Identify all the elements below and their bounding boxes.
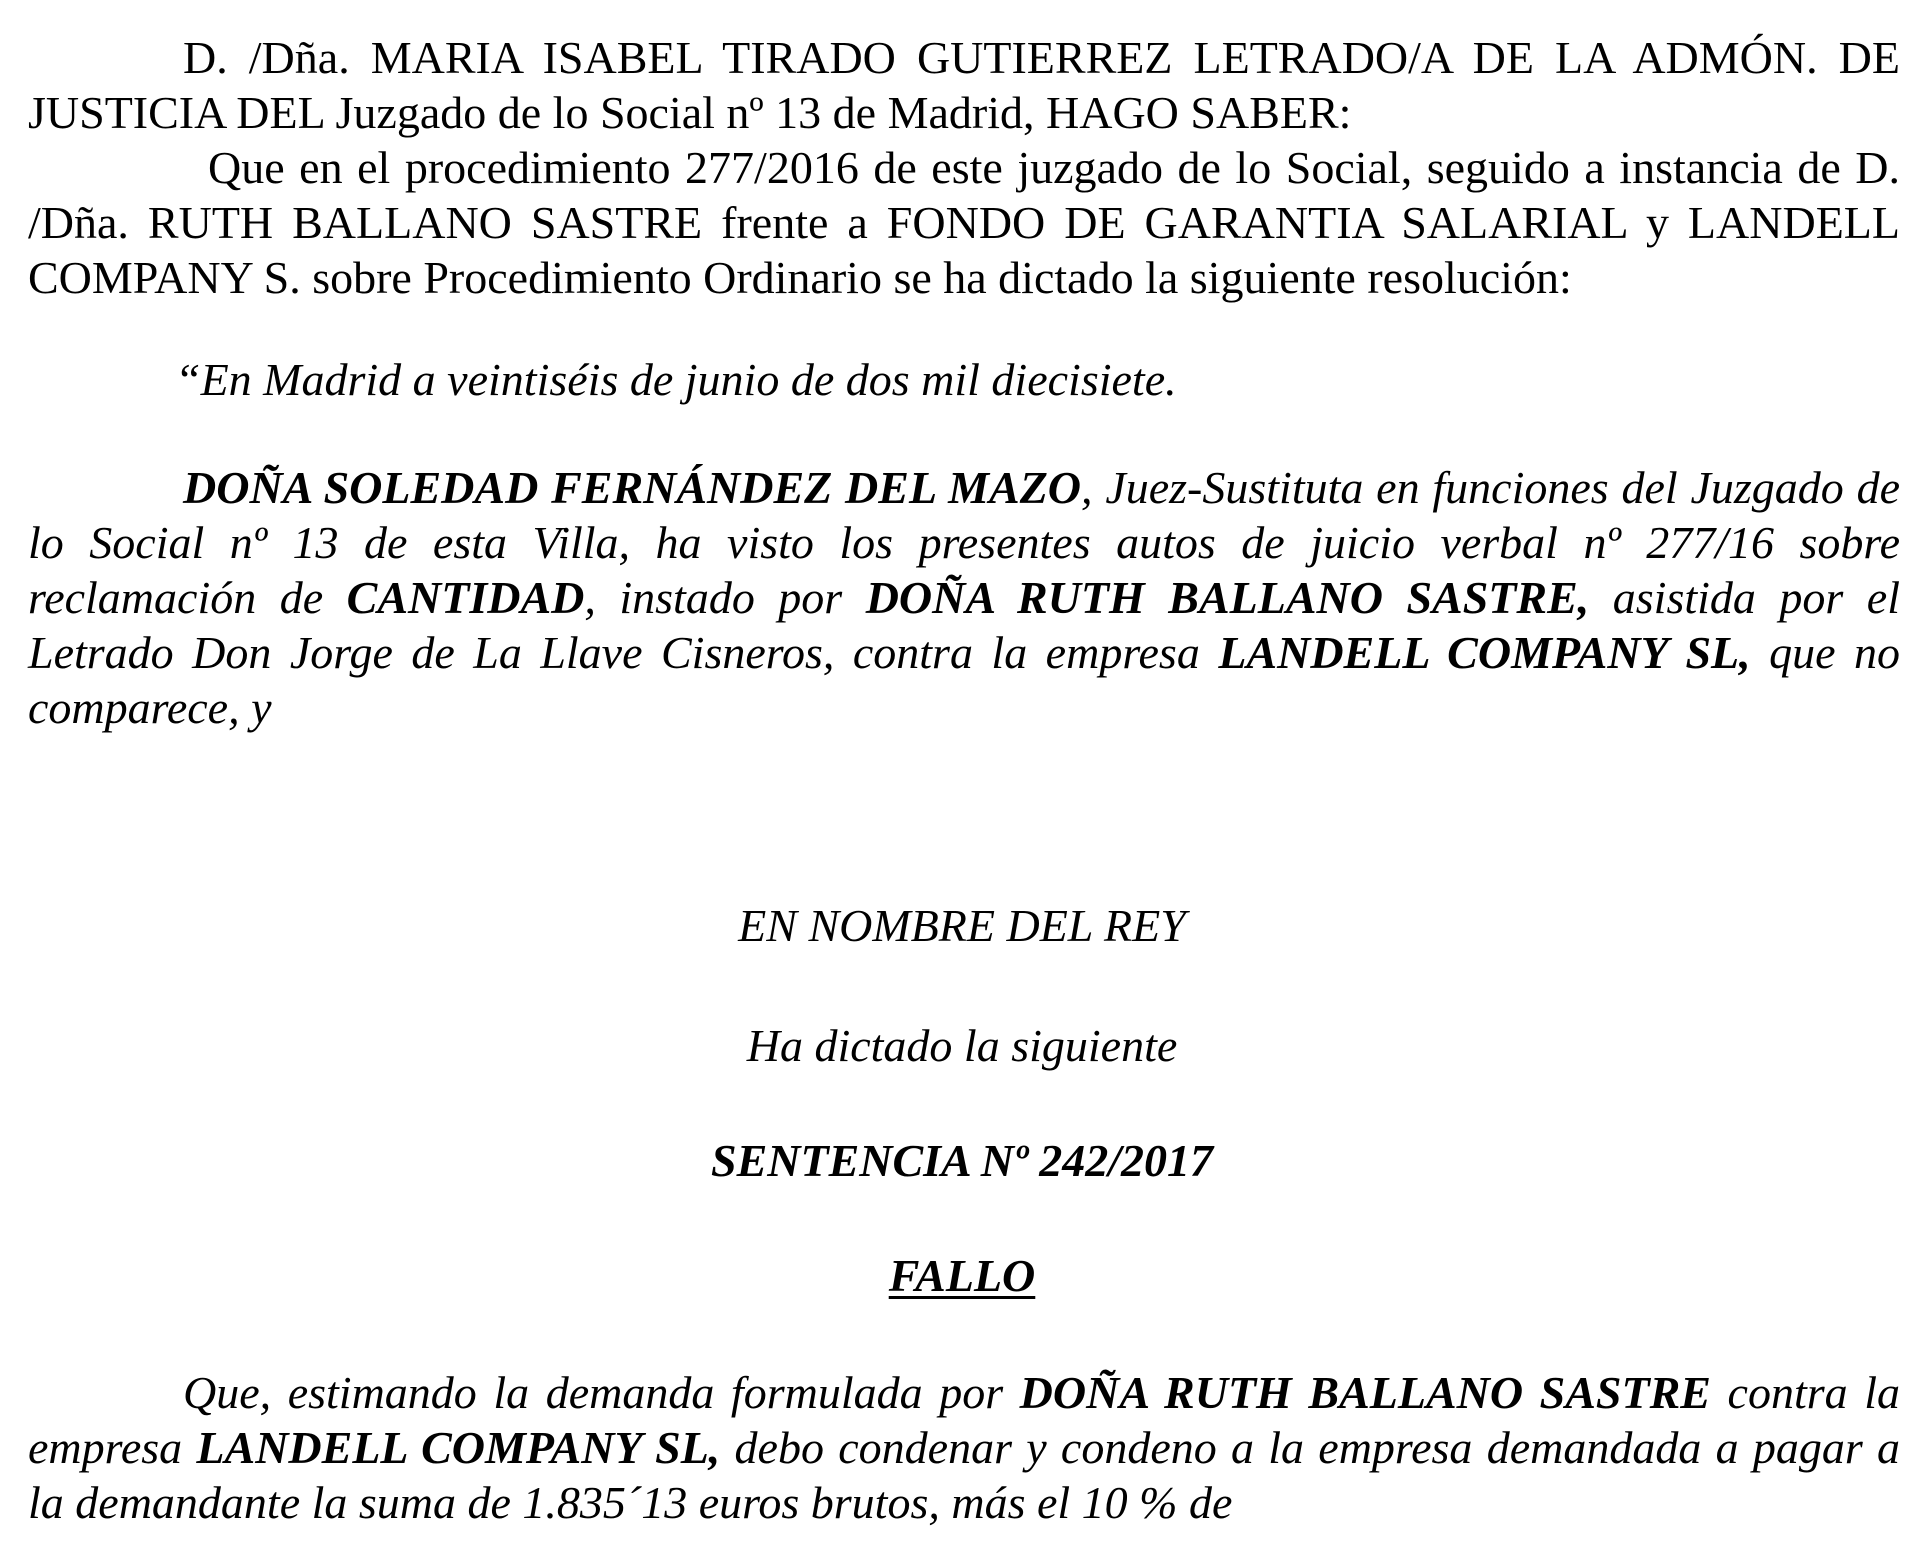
fallo-defendant-name: LANDELL COMPANY SL, (196, 1422, 721, 1473)
intro-paragraph (28, 140, 1900, 305)
intro-text: Que en el procedimiento 277/2016 de este juzgado de lo Social, seguido a instancia de D. /Dña. RUTH BALLANO SASTRE frente a FONDO DE GARANTIA SALARIAL y LANDELL COMPANY S. sobre Procedimiento Ordinario se ha dictado la siguiente resolución: (28, 142, 1900, 303)
fallo-text-1: Que, estimando la demanda formulada por (183, 1367, 1020, 1418)
judge-paragraph (28, 460, 1900, 735)
header-paragraph (28, 30, 1900, 140)
judge-text-2: , instado por (584, 572, 866, 623)
header-text: D. /Dña. MARIA ISABEL TIRADO GUTIERREZ LETRADO/A DE LA ADMÓN. DE JUSTICIA DEL Juzgado de lo Social nº 13 de Madrid, HAGO SABER: (28, 32, 1900, 138)
fallo-paragraph (28, 1365, 1900, 1530)
fallo-plaintiff-name: DOÑA RUTH BALLANO SASTRE (1019, 1367, 1711, 1418)
ha-dictado-line: Ha dictado la siguiente (746, 1020, 1178, 1071)
fallo-text-2: contra la empresa (28, 1367, 1900, 1473)
judge-text-4: que no comparece, y (28, 627, 1900, 733)
date-line: “En Madrid a veintiséis de junio de dos mil diecisiete. (175, 354, 1177, 405)
sentencia-heading: SENTENCIA Nº 242/2017 (710, 1135, 1213, 1186)
judge-name: DOÑA SOLEDAD FERNÁNDEZ DEL MAZO (183, 462, 1082, 513)
judge-text-3: asistida por el Letrado Don Jorge de La Llave Cisneros, contra la empresa (28, 572, 1900, 678)
defendant-name: LANDELL COMPANY SL, (1218, 627, 1751, 678)
fallo-heading-text: FALLO (888, 1250, 1036, 1301)
fallo-heading (0, 1248, 1924, 1303)
fallo-text-3: debo condenar y condeno a la empresa demandada a pagar a la demandante la suma de 1.835´13 euros brutos, más el 10 % de (28, 1422, 1901, 1528)
subject-text: CANTIDAD (346, 572, 585, 623)
judge-text-1: , Juez-Sustituta en funciones del Juzgado de lo Social nº 13 de esta Villa, ha visto los presentes autos de juicio verbal nº 277/16 sobre reclamación de (28, 462, 1900, 623)
en-nombre-line: EN NOMBRE DEL REY (738, 900, 1186, 951)
plaintiff-name: DOÑA RUTH BALLANO SASTRE, (865, 572, 1590, 623)
